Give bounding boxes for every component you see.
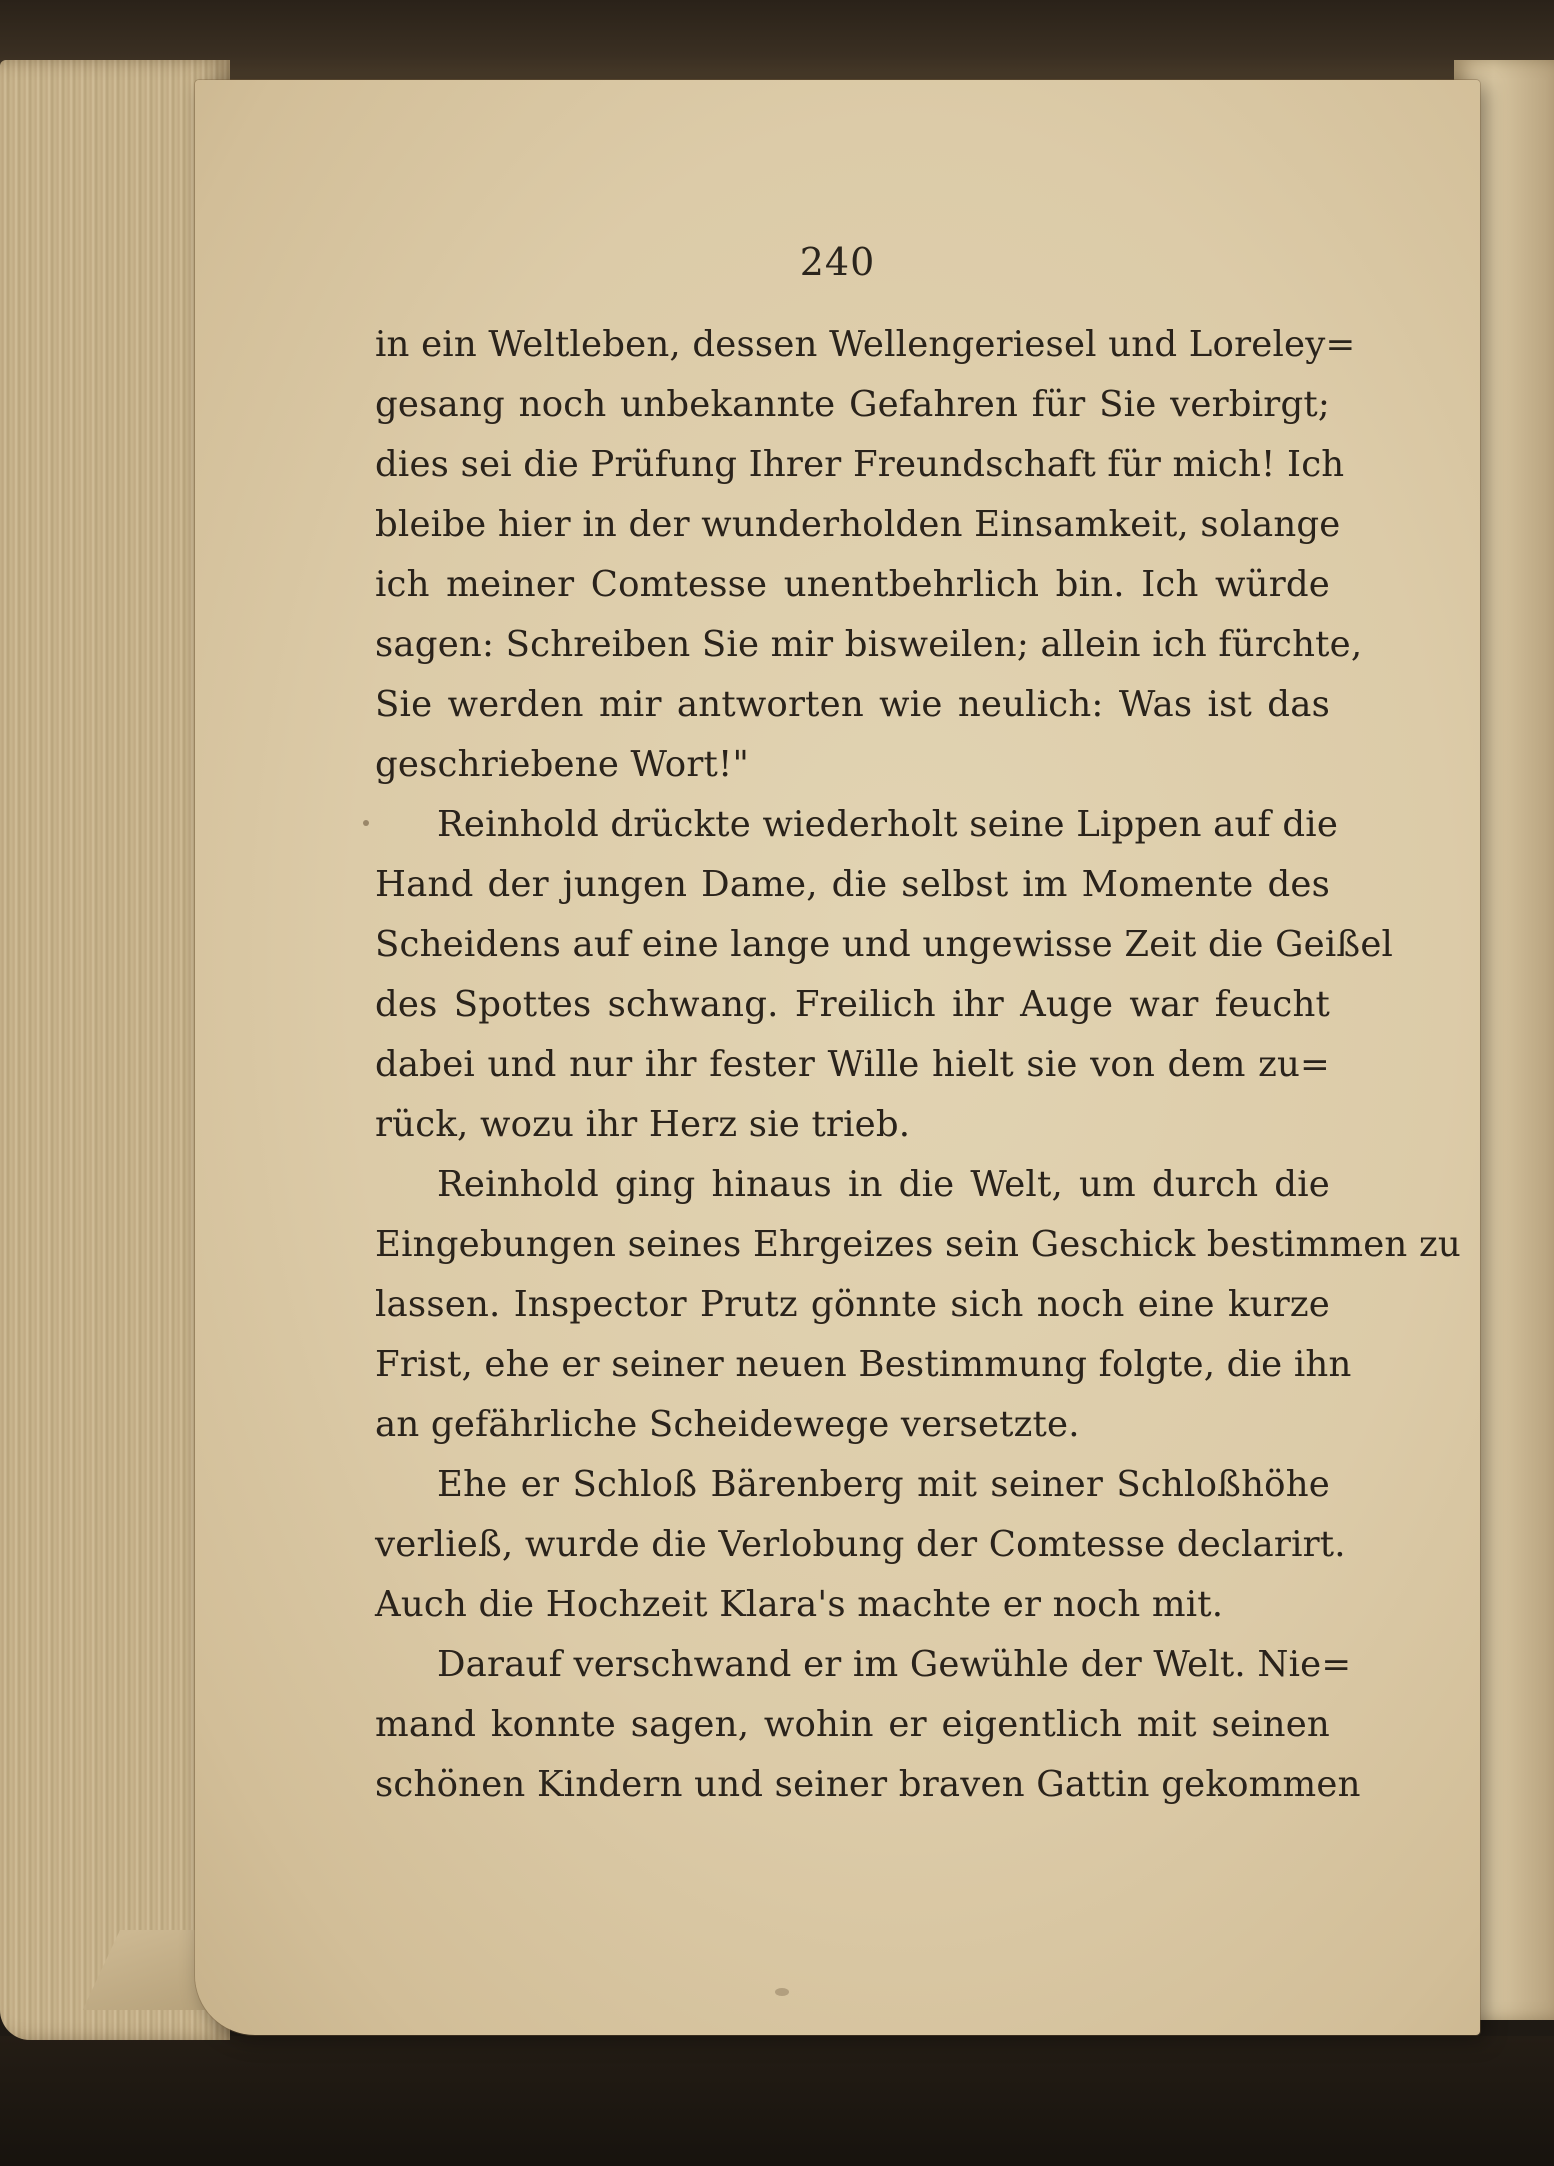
book-page [195, 80, 1480, 2035]
book-cover-bottom [0, 2036, 1554, 2166]
text-line: mand konnte sagen, wohin er eigentlich mit seinen [375, 1704, 1330, 1745]
text-line: sagen: Schreiben Sie mir bisweilen; allein ich fürchte, [375, 624, 1363, 665]
text-line: lassen. Inspector Prutz gönnte sich noch eine kurze [375, 1284, 1330, 1325]
text-line: Eingebungen seines Ehrgeizes sein Geschick bestimmen zu [375, 1224, 1461, 1265]
paper-speck [363, 820, 369, 826]
text-line: ich meiner Comtesse unentbehrlich bin. Ich würde [375, 564, 1330, 605]
paper-speck [775, 1988, 789, 1996]
text-line: Hand der jungen Dame, die selbst im Momente des [375, 864, 1330, 905]
text-line: Reinhold ging hinaus in die Welt, um durch die [437, 1164, 1330, 1205]
page-number: 240 [799, 240, 876, 284]
text-line: gesang noch unbekannte Gefahren für Sie verbirgt; [375, 384, 1330, 425]
page-text [375, 315, 1461, 1815]
text-line: Auch die Hochzeit Klara's machte er noch mit. [375, 1584, 1224, 1625]
text-line: verließ, wurde die Verlobung der Comtesse declarirt. [375, 1524, 1346, 1565]
text-line: schönen Kindern und seiner braven Gattin gekommen [375, 1764, 1361, 1805]
text-line: Ehe er Schloß Bärenberg mit seiner Schloßhöhe [437, 1464, 1330, 1505]
text-line: dies sei die Prüfung Ihrer Freundschaft für mich! Ich [375, 444, 1345, 485]
text-line: geschriebene Wort!" [375, 744, 750, 785]
text-line: Scheidens auf eine lange und ungewisse Zeit die Geißel [375, 924, 1394, 965]
book-cover-top [0, 0, 1554, 80]
text-line: an gefährliche Scheidewege versetzte. [375, 1404, 1080, 1445]
text-line: Reinhold drückte wiederholt seine Lippen auf die [437, 804, 1339, 845]
text-line: in ein Weltleben, dessen Wellengeriesel und Loreley= [375, 324, 1356, 365]
text-line: bleibe hier in der wunderholden Einsamkeit, solange [375, 504, 1341, 545]
text-line: Darauf verschwand er im Gewühle der Welt. Nie= [437, 1644, 1352, 1685]
text-line: des Spottes schwang. Freilich ihr Auge war feucht [375, 984, 1330, 1025]
text-line: Frist, ehe er seiner neuen Bestimmung folgte, die ihn [375, 1344, 1352, 1385]
text-line: dabei und nur ihr fester Wille hielt sie von dem zu= [375, 1044, 1330, 1085]
text-line: rück, wozu ihr Herz sie trieb. [375, 1104, 911, 1145]
text-line: Sie werden mir antworten wie neulich: Was ist das [375, 684, 1330, 725]
